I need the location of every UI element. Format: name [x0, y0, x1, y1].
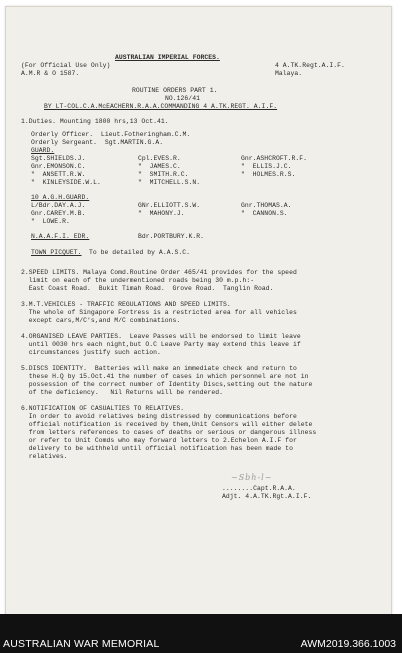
footer-bar [0, 614, 402, 653]
paragraph-line: In order to avoid relatives being distressed by communications before [21, 413, 297, 420]
picquet-label: TOWN PICQUET. [31, 249, 82, 256]
guard-cell: Gnr.ASHCROFT.R.F. [241, 155, 308, 162]
guard-cell: " KINLEYSIDE.W.L. [31, 179, 101, 186]
paragraph-line: 2.SPEED LIMITS. Malaya Comd.Routine Order 465/41 provides for the speed [21, 269, 297, 276]
footer-accession-number: AWM2019.366.1003 [300, 638, 396, 650]
agh-cell: " MAHONY.J. [138, 210, 185, 217]
agh-cell: L/Bdr.DAY.A.J. [31, 202, 86, 209]
guard-cell: " MITCHELL.S.N. [138, 179, 201, 186]
paragraph-line: delivery to be withheld until official notification has been made to [21, 445, 293, 452]
guard-cell: " ELLIS.J.C. [241, 163, 292, 170]
signature-adjt: Adjt. 4.A.TK.Rgt.A.I.F. [222, 493, 312, 500]
guard-cell: " ANSETT.R.W. [31, 171, 86, 178]
paragraph-line: East Coast Road. Bukit Timah Road. Grove Road. Tanglin Road. [21, 285, 274, 292]
reference-number: A.M.R & O 1587. [21, 70, 80, 77]
agh-cell: Gnr.THOMAS.A. [241, 202, 292, 209]
doc-title: AUSTRALIAN IMPERIAL FORCES. [115, 54, 220, 61]
paragraph-line: 6.NOTIFICATION OF CASUALTIES TO RELATIVES. [21, 405, 185, 412]
guard-cell: Cpl.EVES.R. [138, 155, 181, 162]
paragraph-line: until 0030 hrs each night,but O.C Leave Party may extend this leave if [21, 341, 301, 348]
orders-by-line: BY LT-COL.C.A.McEACHERN.R.A.A.COMMANDING 4 A.TK.REGT. A.I.F. [44, 103, 278, 110]
agh-guard-label: 10 A.G.H.GUARD. [31, 194, 90, 201]
orderly-sergeant: Orderly Sergeant. Sgt.MARTIN.G.A. [31, 139, 164, 146]
guard-cell: " JAMES.C. [138, 163, 181, 170]
paragraph-line: 4.ORGANISED LEAVE PARTIES. Leave Passes will be endorsed to limit leave [21, 333, 301, 340]
location: Malaya. [275, 70, 303, 77]
guard-label: GUARD. [31, 147, 55, 154]
agh-cell: " CANNON.S. [241, 210, 288, 217]
orderly-officer: Orderly Officer. Lieut.Fotheringham.C.M. [31, 131, 191, 138]
signature-capt: ........Capt.R.A.A. [222, 485, 296, 492]
paragraph-line: 5.DISCS IDENTITY. Batteries will make an immediate check and return to [21, 365, 297, 372]
agh-cell: " LOWE.R. [31, 218, 70, 225]
agh-cell: GNr.ELLIOTT.S.W. [138, 202, 201, 209]
paragraph-line: circumstances justify such action. [21, 349, 161, 356]
handwritten-signature: ~Sbh-l~ [231, 473, 273, 482]
paragraph-line: possession of the correct number of Identity Discs,setting out the nature [21, 381, 313, 388]
paragraph-line: of the deficiency. Nil Returns will be rendered. [21, 389, 224, 396]
document-page [5, 6, 392, 616]
picquet-text: To be detailed by A.A.S.C. [89, 249, 191, 256]
guard-cell: Gnr.EMONSON.C. [31, 163, 86, 170]
naafi-name: Bdr.PORTBURY.K.R. [138, 233, 205, 240]
guard-cell: " HOLMES.R.S. [241, 171, 296, 178]
unit-name: 4 A.TK.Regt.A.I.F. [275, 62, 345, 69]
guard-cell: " SMITH.R.C. [138, 171, 189, 178]
paragraph-line: limit on each of the undermentioned roads being 30 m.p.h:- [21, 277, 255, 284]
paragraph-line: except cars,M/C's,and M/C combinations. [21, 317, 181, 324]
footer-source: AUSTRALIAN WAR MEMORIAL [3, 638, 160, 650]
official-use-note: (For Official Use Only) [21, 62, 111, 69]
naafi-label: N.A.A.F.I. EDR. [31, 233, 90, 240]
paragraph-line: official notification is received by them,Unit Censors will either delete [21, 421, 313, 428]
paragraph-line: 3.M.T.VEHICLES - TRAFFIC REGULATIONS AND SPEED LIMITS. [21, 301, 231, 308]
paragraph-line: or refer to Unit Comds who may forward letters to 2.Echelon A.I.F for [21, 437, 297, 444]
duties-heading: 1.Duties. Mounting 1800 hrs,13 Oct.41. [21, 118, 169, 125]
orders-title: ROUTINE ORDERS PART 1. [132, 87, 218, 94]
guard-cell: Sgt.SHIELDS.J. [31, 155, 86, 162]
paragraph-line: from letters references to cases of deaths or serious or dangerous illness [21, 429, 317, 436]
paragraph-line: relatives. [21, 453, 68, 460]
paragraph-line: The whole of Singapore Fortress is a restricted area for all vehicles [21, 309, 297, 316]
orders-number: NO.126/41 [165, 95, 200, 102]
agh-cell: Gnr.CAREY.M.B. [31, 210, 86, 217]
paragraph-line: these H.Q by 15.Oct.41 the number of cases in which personnel are not in [21, 373, 309, 380]
